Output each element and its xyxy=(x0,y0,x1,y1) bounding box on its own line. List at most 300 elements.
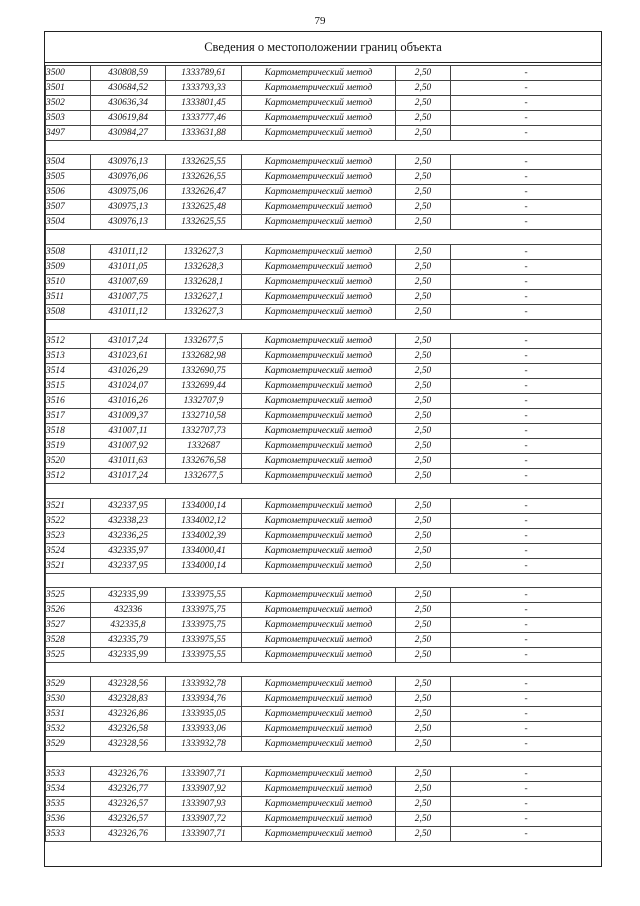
section-title: Сведения о местоположении границ объекта xyxy=(45,32,601,63)
method-cell: Картометрический метод xyxy=(242,707,396,722)
table-row xyxy=(46,647,602,662)
table-row xyxy=(46,692,602,707)
accuracy-cell: 2,50 xyxy=(396,126,451,141)
group-separator-row xyxy=(46,484,602,498)
accuracy-cell: 2,50 xyxy=(396,81,451,96)
point-number-cell: 3524 xyxy=(46,543,91,558)
point-number-cell: 3514 xyxy=(46,364,91,379)
table-row xyxy=(46,259,602,274)
separator-cell xyxy=(46,230,602,244)
table-row xyxy=(46,364,602,379)
table-row xyxy=(46,766,602,781)
y-coordinate-cell: 1333975,55 xyxy=(166,587,242,602)
description-cell: - xyxy=(451,364,602,379)
accuracy-cell: 2,50 xyxy=(396,394,451,409)
table-row xyxy=(46,289,602,304)
accuracy-cell: 2,50 xyxy=(396,647,451,662)
group-separator-row xyxy=(46,573,602,587)
point-number-cell: 3505 xyxy=(46,170,91,185)
accuracy-cell: 2,50 xyxy=(396,155,451,170)
table-row xyxy=(46,469,602,484)
x-coordinate-cell: 431007,92 xyxy=(91,439,166,454)
point-number-cell: 3512 xyxy=(46,334,91,349)
x-coordinate-cell: 432338,23 xyxy=(91,513,166,528)
table-row xyxy=(46,722,602,737)
y-coordinate-cell: 1334000,14 xyxy=(166,558,242,573)
method-cell: Картометрический метод xyxy=(242,394,396,409)
point-number-cell: 3533 xyxy=(46,826,91,841)
accuracy-cell: 2,50 xyxy=(396,334,451,349)
method-cell: Картометрический метод xyxy=(242,737,396,752)
point-number-cell: 3501 xyxy=(46,81,91,96)
x-coordinate-cell: 430975,13 xyxy=(91,200,166,215)
accuracy-cell: 2,50 xyxy=(396,66,451,81)
table-row xyxy=(46,677,602,692)
accuracy-cell: 2,50 xyxy=(396,289,451,304)
accuracy-cell: 2,50 xyxy=(396,96,451,111)
table-row xyxy=(46,379,602,394)
separator-cell xyxy=(46,319,602,333)
y-coordinate-cell: 1332676,58 xyxy=(166,454,242,469)
method-cell: Картометрический метод xyxy=(242,259,396,274)
separator-cell xyxy=(46,484,602,498)
table-row xyxy=(46,632,602,647)
description-cell: - xyxy=(451,170,602,185)
y-coordinate-cell: 1333932,78 xyxy=(166,737,242,752)
accuracy-cell: 2,50 xyxy=(396,826,451,841)
description-cell: - xyxy=(451,677,602,692)
y-coordinate-cell: 1332627,3 xyxy=(166,244,242,259)
y-coordinate-cell: 1332627,3 xyxy=(166,304,242,319)
description-cell: - xyxy=(451,632,602,647)
point-number-cell: 3504 xyxy=(46,215,91,230)
y-coordinate-cell: 1332710,58 xyxy=(166,409,242,424)
description-cell: - xyxy=(451,781,602,796)
accuracy-cell: 2,50 xyxy=(396,513,451,528)
accuracy-cell: 2,50 xyxy=(396,259,451,274)
method-cell: Картометрический метод xyxy=(242,439,396,454)
x-coordinate-cell: 431011,05 xyxy=(91,259,166,274)
table-row xyxy=(46,170,602,185)
table-row xyxy=(46,111,602,126)
description-cell: - xyxy=(451,394,602,409)
table-row xyxy=(46,349,602,364)
y-coordinate-cell: 1333975,75 xyxy=(166,617,242,632)
x-coordinate-cell: 432337,95 xyxy=(91,498,166,513)
accuracy-cell: 2,50 xyxy=(396,737,451,752)
description-cell: - xyxy=(451,766,602,781)
accuracy-cell: 2,50 xyxy=(396,617,451,632)
accuracy-cell: 2,50 xyxy=(396,811,451,826)
description-cell: - xyxy=(451,692,602,707)
description-cell: - xyxy=(451,409,602,424)
accuracy-cell: 2,50 xyxy=(396,200,451,215)
x-coordinate-cell: 432326,86 xyxy=(91,707,166,722)
table-row xyxy=(46,215,602,230)
point-number-cell: 3528 xyxy=(46,632,91,647)
point-number-cell: 3513 xyxy=(46,349,91,364)
y-coordinate-cell: 1333975,75 xyxy=(166,602,242,617)
boundary-section xyxy=(44,31,602,867)
table-row xyxy=(46,737,602,752)
description-cell: - xyxy=(451,349,602,364)
method-cell: Картометрический метод xyxy=(242,558,396,573)
method-cell: Картометрический метод xyxy=(242,587,396,602)
point-number-cell: 3516 xyxy=(46,394,91,409)
description-cell: - xyxy=(451,811,602,826)
y-coordinate-cell: 1332699,44 xyxy=(166,379,242,394)
x-coordinate-cell: 431007,75 xyxy=(91,289,166,304)
y-coordinate-cell: 1332625,55 xyxy=(166,215,242,230)
accuracy-cell: 2,50 xyxy=(396,349,451,364)
point-number-cell: 3530 xyxy=(46,692,91,707)
table-row xyxy=(46,96,602,111)
y-coordinate-cell: 1332677,5 xyxy=(166,334,242,349)
method-cell: Картометрический метод xyxy=(242,454,396,469)
point-number-cell: 3521 xyxy=(46,558,91,573)
x-coordinate-cell: 432326,57 xyxy=(91,796,166,811)
table-row xyxy=(46,796,602,811)
x-coordinate-cell: 432326,76 xyxy=(91,826,166,841)
y-coordinate-cell: 1332628,3 xyxy=(166,259,242,274)
accuracy-cell: 2,50 xyxy=(396,602,451,617)
table-row xyxy=(46,558,602,573)
x-coordinate-cell: 430976,13 xyxy=(91,215,166,230)
y-coordinate-cell: 1333907,93 xyxy=(166,796,242,811)
point-number-cell: 3521 xyxy=(46,498,91,513)
method-cell: Картометрический метод xyxy=(242,602,396,617)
table-row xyxy=(46,454,602,469)
method-cell: Картометрический метод xyxy=(242,543,396,558)
y-coordinate-cell: 1333907,71 xyxy=(166,766,242,781)
table-row xyxy=(46,334,602,349)
y-coordinate-cell: 1333933,06 xyxy=(166,722,242,737)
accuracy-cell: 2,50 xyxy=(396,409,451,424)
y-coordinate-cell: 1332677,5 xyxy=(166,469,242,484)
x-coordinate-cell: 432336,25 xyxy=(91,528,166,543)
y-coordinate-cell: 1332628,1 xyxy=(166,274,242,289)
y-coordinate-cell: 1332626,55 xyxy=(166,170,242,185)
table-row xyxy=(46,394,602,409)
point-number-cell: 3511 xyxy=(46,289,91,304)
accuracy-cell: 2,50 xyxy=(396,587,451,602)
x-coordinate-cell: 432337,95 xyxy=(91,558,166,573)
point-number-cell: 3525 xyxy=(46,587,91,602)
accuracy-cell: 2,50 xyxy=(396,170,451,185)
point-number-cell: 3512 xyxy=(46,469,91,484)
group-separator-row xyxy=(46,319,602,333)
point-number-cell: 3517 xyxy=(46,409,91,424)
accuracy-cell: 2,50 xyxy=(396,632,451,647)
method-cell: Картометрический метод xyxy=(242,498,396,513)
x-coordinate-cell: 432336 xyxy=(91,602,166,617)
y-coordinate-cell: 1333793,33 xyxy=(166,81,242,96)
description-cell: - xyxy=(451,469,602,484)
method-cell: Картометрический метод xyxy=(242,81,396,96)
method-cell: Картометрический метод xyxy=(242,826,396,841)
table-row xyxy=(46,409,602,424)
coordinates-table-body xyxy=(46,66,602,842)
table-row xyxy=(46,424,602,439)
method-cell: Картометрический метод xyxy=(242,781,396,796)
x-coordinate-cell: 431007,11 xyxy=(91,424,166,439)
description-cell: - xyxy=(451,200,602,215)
accuracy-cell: 2,50 xyxy=(396,111,451,126)
separator-cell xyxy=(46,752,602,766)
description-cell: - xyxy=(451,185,602,200)
description-cell: - xyxy=(451,259,602,274)
accuracy-cell: 2,50 xyxy=(396,498,451,513)
x-coordinate-cell: 431016,26 xyxy=(91,394,166,409)
table-row xyxy=(46,513,602,528)
accuracy-cell: 2,50 xyxy=(396,274,451,289)
point-number-cell: 3526 xyxy=(46,602,91,617)
point-number-cell: 3504 xyxy=(46,155,91,170)
separator-cell xyxy=(46,141,602,155)
point-number-cell: 3507 xyxy=(46,200,91,215)
description-cell: - xyxy=(451,274,602,289)
point-number-cell: 3520 xyxy=(46,454,91,469)
description-cell: - xyxy=(451,66,602,81)
description-cell: - xyxy=(451,304,602,319)
table-row xyxy=(46,811,602,826)
method-cell: Картометрический метод xyxy=(242,811,396,826)
group-separator-row xyxy=(46,230,602,244)
method-cell: Картометрический метод xyxy=(242,513,396,528)
y-coordinate-cell: 1333631,88 xyxy=(166,126,242,141)
y-coordinate-cell: 1332707,73 xyxy=(166,424,242,439)
point-number-cell: 3510 xyxy=(46,274,91,289)
point-number-cell: 3508 xyxy=(46,244,91,259)
x-coordinate-cell: 431023,61 xyxy=(91,349,166,364)
y-coordinate-cell: 1332627,1 xyxy=(166,289,242,304)
point-number-cell: 3525 xyxy=(46,647,91,662)
method-cell: Картометрический метод xyxy=(242,632,396,647)
x-coordinate-cell: 430808,59 xyxy=(91,66,166,81)
point-number-cell: 3500 xyxy=(46,66,91,81)
table-row xyxy=(46,781,602,796)
accuracy-cell: 2,50 xyxy=(396,528,451,543)
table-row xyxy=(46,826,602,841)
point-number-cell: 3535 xyxy=(46,796,91,811)
table-row xyxy=(46,274,602,289)
x-coordinate-cell: 431026,29 xyxy=(91,364,166,379)
coordinates-table xyxy=(45,65,602,842)
x-coordinate-cell: 431011,63 xyxy=(91,454,166,469)
accuracy-cell: 2,50 xyxy=(396,304,451,319)
description-cell: - xyxy=(451,826,602,841)
description-cell: - xyxy=(451,647,602,662)
method-cell: Картометрический метод xyxy=(242,155,396,170)
description-cell: - xyxy=(451,617,602,632)
point-number-cell: 3518 xyxy=(46,424,91,439)
x-coordinate-cell: 432326,77 xyxy=(91,781,166,796)
table-row xyxy=(46,81,602,96)
accuracy-cell: 2,50 xyxy=(396,185,451,200)
description-cell: - xyxy=(451,439,602,454)
method-cell: Картометрический метод xyxy=(242,647,396,662)
table-row xyxy=(46,543,602,558)
method-cell: Картометрический метод xyxy=(242,409,396,424)
page-number: 79 xyxy=(314,15,326,27)
description-cell: - xyxy=(451,543,602,558)
accuracy-cell: 2,50 xyxy=(396,722,451,737)
y-coordinate-cell: 1333907,72 xyxy=(166,811,242,826)
accuracy-cell: 2,50 xyxy=(396,439,451,454)
method-cell: Картометрический метод xyxy=(242,304,396,319)
method-cell: Картометрический метод xyxy=(242,170,396,185)
x-coordinate-cell: 432326,58 xyxy=(91,722,166,737)
y-coordinate-cell: 1332625,55 xyxy=(166,155,242,170)
accuracy-cell: 2,50 xyxy=(396,781,451,796)
table-row xyxy=(46,244,602,259)
point-number-cell: 3527 xyxy=(46,617,91,632)
x-coordinate-cell: 430976,13 xyxy=(91,155,166,170)
x-coordinate-cell: 432335,99 xyxy=(91,587,166,602)
x-coordinate-cell: 431024,07 xyxy=(91,379,166,394)
method-cell: Картометрический метод xyxy=(242,617,396,632)
description-cell: - xyxy=(451,707,602,722)
accuracy-cell: 2,50 xyxy=(396,707,451,722)
method-cell: Картометрический метод xyxy=(242,200,396,215)
x-coordinate-cell: 432326,76 xyxy=(91,766,166,781)
y-coordinate-cell: 1332625,48 xyxy=(166,200,242,215)
table-row xyxy=(46,617,602,632)
point-number-cell: 3503 xyxy=(46,111,91,126)
x-coordinate-cell: 432328,56 xyxy=(91,737,166,752)
description-cell: - xyxy=(451,379,602,394)
accuracy-cell: 2,50 xyxy=(396,424,451,439)
method-cell: Картометрический метод xyxy=(242,424,396,439)
y-coordinate-cell: 1333907,71 xyxy=(166,826,242,841)
point-number-cell: 3497 xyxy=(46,126,91,141)
method-cell: Картометрический метод xyxy=(242,469,396,484)
point-number-cell: 3532 xyxy=(46,722,91,737)
point-number-cell: 3536 xyxy=(46,811,91,826)
accuracy-cell: 2,50 xyxy=(396,215,451,230)
table-row xyxy=(46,707,602,722)
point-number-cell: 3531 xyxy=(46,707,91,722)
y-coordinate-cell: 1333975,55 xyxy=(166,632,242,647)
x-coordinate-cell: 431011,12 xyxy=(91,304,166,319)
y-coordinate-cell: 1333932,78 xyxy=(166,677,242,692)
x-coordinate-cell: 431011,12 xyxy=(91,244,166,259)
point-number-cell: 3529 xyxy=(46,737,91,752)
method-cell: Картометрический метод xyxy=(242,334,396,349)
table-row xyxy=(46,200,602,215)
accuracy-cell: 2,50 xyxy=(396,469,451,484)
separator-cell xyxy=(46,662,602,676)
method-cell: Картометрический метод xyxy=(242,274,396,289)
point-number-cell: 3519 xyxy=(46,439,91,454)
method-cell: Картометрический метод xyxy=(242,722,396,737)
description-cell: - xyxy=(451,498,602,513)
description-cell: - xyxy=(451,513,602,528)
y-coordinate-cell: 1332707,9 xyxy=(166,394,242,409)
method-cell: Картометрический метод xyxy=(242,96,396,111)
accuracy-cell: 2,50 xyxy=(396,766,451,781)
x-coordinate-cell: 430619,84 xyxy=(91,111,166,126)
method-cell: Картометрический метод xyxy=(242,796,396,811)
description-cell: - xyxy=(451,96,602,111)
method-cell: Картометрический метод xyxy=(242,66,396,81)
y-coordinate-cell: 1332690,75 xyxy=(166,364,242,379)
x-coordinate-cell: 432328,83 xyxy=(91,692,166,707)
description-cell: - xyxy=(451,155,602,170)
y-coordinate-cell: 1333801,45 xyxy=(166,96,242,111)
method-cell: Картометрический метод xyxy=(242,364,396,379)
point-number-cell: 3508 xyxy=(46,304,91,319)
x-coordinate-cell: 431009,37 xyxy=(91,409,166,424)
point-number-cell: 3523 xyxy=(46,528,91,543)
description-cell: - xyxy=(451,289,602,304)
table-row xyxy=(46,528,602,543)
x-coordinate-cell: 432326,57 xyxy=(91,811,166,826)
table-row xyxy=(46,498,602,513)
x-coordinate-cell: 432335,8 xyxy=(91,617,166,632)
y-coordinate-cell: 1332682,98 xyxy=(166,349,242,364)
method-cell: Картометрический метод xyxy=(242,111,396,126)
x-coordinate-cell: 431017,24 xyxy=(91,334,166,349)
point-number-cell: 3515 xyxy=(46,379,91,394)
y-coordinate-cell: 1334000,41 xyxy=(166,543,242,558)
group-separator-row xyxy=(46,752,602,766)
table-row xyxy=(46,439,602,454)
accuracy-cell: 2,50 xyxy=(396,692,451,707)
description-cell: - xyxy=(451,424,602,439)
description-cell: - xyxy=(451,126,602,141)
y-coordinate-cell: 1334000,14 xyxy=(166,498,242,513)
y-coordinate-cell: 1333789,61 xyxy=(166,66,242,81)
x-coordinate-cell: 431017,24 xyxy=(91,469,166,484)
accuracy-cell: 2,50 xyxy=(396,796,451,811)
accuracy-cell: 2,50 xyxy=(396,558,451,573)
table-row xyxy=(46,126,602,141)
point-number-cell: 3509 xyxy=(46,259,91,274)
accuracy-cell: 2,50 xyxy=(396,454,451,469)
description-cell: - xyxy=(451,244,602,259)
y-coordinate-cell: 1333935,05 xyxy=(166,707,242,722)
table-row xyxy=(46,155,602,170)
description-cell: - xyxy=(451,528,602,543)
x-coordinate-cell: 430975,06 xyxy=(91,185,166,200)
description-cell: - xyxy=(451,587,602,602)
method-cell: Картометрический метод xyxy=(242,349,396,364)
description-cell: - xyxy=(451,81,602,96)
x-coordinate-cell: 430636,34 xyxy=(91,96,166,111)
y-coordinate-cell: 1333934,76 xyxy=(166,692,242,707)
point-number-cell: 3534 xyxy=(46,781,91,796)
y-coordinate-cell: 1332626,47 xyxy=(166,185,242,200)
x-coordinate-cell: 431007,69 xyxy=(91,274,166,289)
x-coordinate-cell: 430976,06 xyxy=(91,170,166,185)
method-cell: Картометрический метод xyxy=(242,766,396,781)
x-coordinate-cell: 432335,97 xyxy=(91,543,166,558)
method-cell: Картометрический метод xyxy=(242,692,396,707)
group-separator-row xyxy=(46,662,602,676)
group-separator-row xyxy=(46,141,602,155)
x-coordinate-cell: 430984,27 xyxy=(91,126,166,141)
y-coordinate-cell: 1333907,92 xyxy=(166,781,242,796)
table-row xyxy=(46,66,602,81)
description-cell: - xyxy=(451,454,602,469)
method-cell: Картометрический метод xyxy=(242,185,396,200)
method-cell: Картометрический метод xyxy=(242,379,396,394)
x-coordinate-cell: 432335,79 xyxy=(91,632,166,647)
point-number-cell: 3522 xyxy=(46,513,91,528)
description-cell: - xyxy=(451,737,602,752)
table-row xyxy=(46,587,602,602)
